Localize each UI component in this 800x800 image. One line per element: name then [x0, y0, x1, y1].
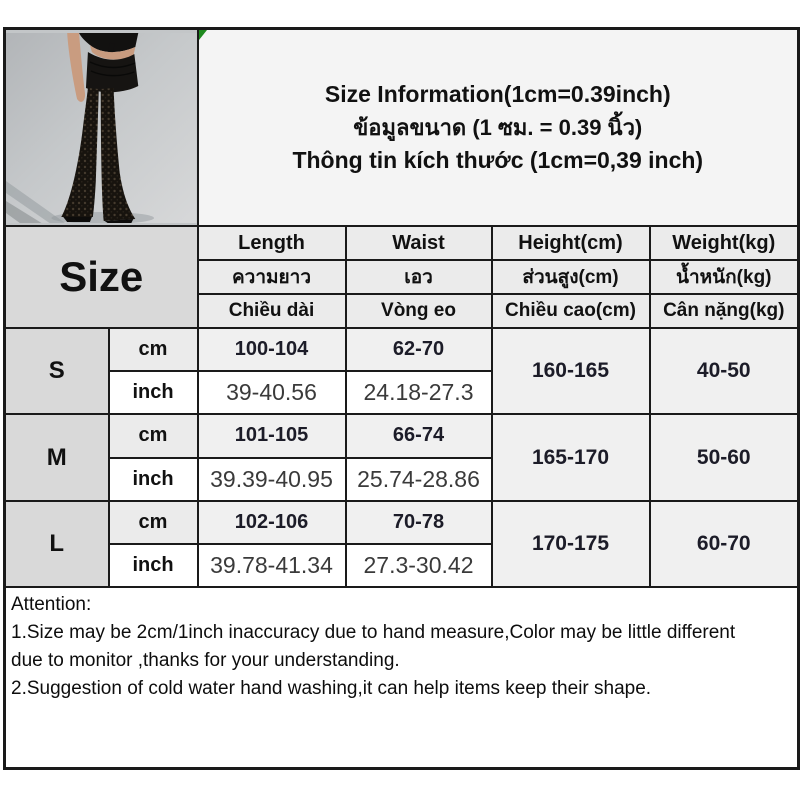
m-weight: 50-60	[650, 414, 799, 500]
attention-line: Attention:	[11, 594, 92, 615]
m-waist-cm: 66-74	[346, 414, 492, 457]
size-m-cell: M	[5, 414, 109, 500]
s-height: 160-165	[492, 328, 650, 414]
l-weight: 60-70	[650, 501, 799, 587]
l-waist-cm: 70-78	[346, 501, 492, 544]
header-waist-th: เอว	[346, 260, 492, 294]
unit-cm-label: cm	[109, 501, 198, 544]
size-information-title	[198, 29, 799, 227]
size-chart-sheet	[3, 27, 800, 770]
attention-line: 1.Size may be 2cm/1inch inaccuracy due to hand measure,Color may be little different	[11, 622, 736, 643]
title-thai: ข้อมูลขนาด (1 ซม. = 0.39 นิ้ว)	[353, 115, 643, 141]
unit-cm-label: cm	[109, 328, 198, 371]
header-height-th: ส่วนสูง(cm)	[492, 260, 650, 294]
s-weight: 40-50	[650, 328, 799, 414]
unit-inch-label: inch	[109, 544, 198, 587]
header-weight-en: Weight(kg)	[650, 226, 799, 260]
m-waist-inch: 25.74-28.86	[346, 458, 492, 501]
l-length-inch: 39.78-41.34	[198, 544, 346, 587]
s-length-cm: 100-104	[198, 328, 346, 371]
header-height-en: Height(cm)	[492, 226, 650, 260]
size-s-cell: S	[5, 328, 109, 414]
cell-flag-triangle-icon	[199, 30, 207, 40]
header-length-en: Length	[198, 226, 346, 260]
l-height: 170-175	[492, 501, 650, 587]
header-weight-th: น้ำหนัก(kg)	[650, 260, 799, 294]
title-english: Size Information(1cm=0.39inch)	[324, 81, 671, 108]
s-length-inch: 39-40.56	[198, 371, 346, 414]
unit-cm-label: cm	[109, 414, 198, 457]
title-vietnamese: Thông tin kích thước (1cm=0,39 inch)	[292, 147, 704, 174]
attention-line: due to monitor ,thanks for your understanding.	[11, 650, 400, 671]
s-waist-inch: 24.18-27.3	[346, 371, 492, 414]
header-waist-vi: Vòng eo	[346, 294, 492, 328]
attention-note	[5, 587, 799, 769]
unit-inch-label: inch	[109, 458, 198, 501]
size-l-cell: L	[5, 501, 109, 587]
l-waist-inch: 27.3-30.42	[346, 544, 492, 587]
product-photo-illustration	[6, 33, 197, 223]
product-photo	[5, 29, 198, 227]
header-length-th: ความยาว	[198, 260, 346, 294]
unit-inch-label: inch	[109, 371, 198, 414]
header-height-vi: Chiều cao(cm)	[492, 294, 650, 328]
s-waist-cm: 62-70	[346, 328, 492, 371]
size-table	[3, 27, 800, 770]
l-length-cm: 102-106	[198, 501, 346, 544]
header-waist-en: Waist	[346, 226, 492, 260]
header-weight-vi: Cân nặng(kg)	[650, 294, 799, 328]
m-length-cm: 101-105	[198, 414, 346, 457]
size-header-cell: Size	[5, 226, 198, 328]
m-length-inch: 39.39-40.95	[198, 458, 346, 501]
m-height: 165-170	[492, 414, 650, 500]
attention-line: 2.Suggestion of cold water hand washing,it can help items keep their shape.	[11, 678, 652, 699]
header-length-vi: Chiều dài	[198, 294, 346, 328]
